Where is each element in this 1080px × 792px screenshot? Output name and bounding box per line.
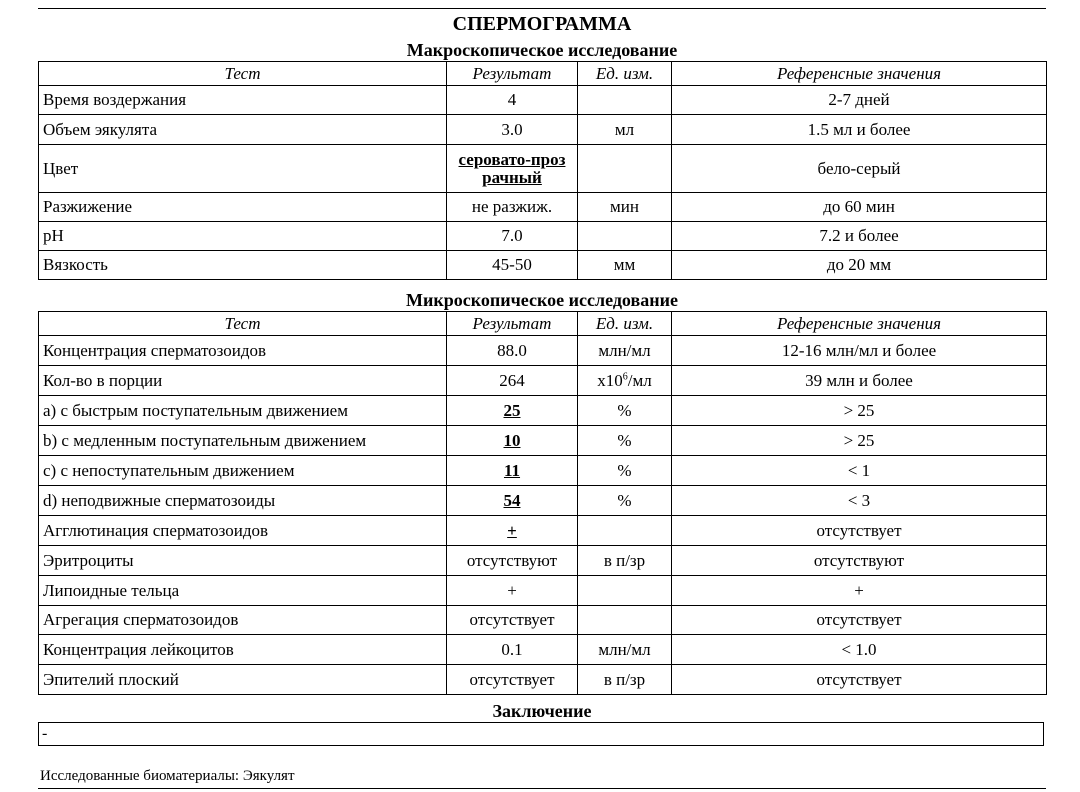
result-value: 54 (447, 486, 578, 516)
col-reference: Референсные значения (672, 312, 1047, 336)
test-name: Эритроциты (39, 546, 447, 576)
unit-value (578, 516, 672, 546)
result-value: 4 (447, 86, 578, 115)
table-row (39, 193, 1047, 222)
unit-value: в п/зр (578, 546, 672, 576)
macro-table (38, 61, 1047, 280)
reference-value: бело-серый (672, 145, 1047, 193)
test-name: Кол-во в порции (39, 366, 447, 396)
result-value (447, 145, 578, 193)
reference-value: отсутствует (672, 665, 1047, 695)
table-row (39, 426, 1047, 456)
result-value: 11 (447, 456, 578, 486)
table-row (39, 396, 1047, 426)
table-row (39, 606, 1047, 635)
test-name: Липоидные тельца (39, 576, 447, 606)
test-name: Эпителий плоский (39, 665, 447, 695)
unit-value (578, 222, 672, 251)
result-value: 10 (447, 426, 578, 456)
test-name: Вязкость (39, 251, 447, 280)
reference-value: до 20 мм (672, 251, 1047, 280)
result-line-1: серовато-проз (458, 149, 566, 169)
test-name: Агглютинация сперматозоидов (39, 516, 447, 546)
reference-value: < 3 (672, 486, 1047, 516)
result-value: 0.1 (447, 635, 578, 665)
table-row (39, 665, 1047, 695)
table-row (39, 115, 1047, 145)
reference-value: > 25 (672, 396, 1047, 426)
reference-value: < 1 (672, 456, 1047, 486)
result-line-2: рачный (482, 167, 542, 187)
table-row (39, 336, 1047, 366)
test-name: b) с медленным поступательным движением (39, 426, 447, 456)
table-row (39, 486, 1047, 516)
table-row (39, 546, 1047, 576)
result-value: 45-50 (447, 251, 578, 280)
micro-table (38, 311, 1047, 695)
reference-value: до 60 мин (672, 193, 1047, 222)
unit-value: млн/мл (578, 635, 672, 665)
unit-value: мм (578, 251, 672, 280)
reference-value: отсутствуют (672, 546, 1047, 576)
reference-value: отсутствует (672, 606, 1047, 635)
reference-value: 2-7 дней (672, 86, 1047, 115)
result-value: 88.0 (447, 336, 578, 366)
macro-heading: Макроскопическое исследование (406, 40, 678, 60)
result-value: 25 (447, 396, 578, 426)
result-value: отсутствуют (447, 546, 578, 576)
unit-value: % (578, 426, 672, 456)
test-name: a) с быстрым поступательным движением (39, 396, 447, 426)
conclusion-heading: Заключение (492, 701, 592, 721)
table-row (39, 251, 1047, 280)
reference-value: 12-16 млн/мл и более (672, 336, 1047, 366)
col-unit: Ед. изм. (578, 62, 672, 86)
unit-value: % (578, 396, 672, 426)
table-row (39, 222, 1047, 251)
col-unit: Ед. изм. (578, 312, 672, 336)
table-header-row (39, 62, 1047, 86)
reference-value: 7.2 и более (672, 222, 1047, 251)
unit-exponent: 6 (622, 370, 628, 382)
footer-biomaterial: Исследованные биоматериалы: Эякулят (40, 768, 295, 784)
reference-value: 39 млн и более (672, 366, 1047, 396)
test-name: Время воздержания (39, 86, 447, 115)
unit-base: x10 (597, 370, 623, 390)
result-value: 264 (447, 366, 578, 396)
unit-value: % (578, 456, 672, 486)
test-name: Агрегация сперматозоидов (39, 606, 447, 635)
table-row (39, 86, 1047, 115)
table-row (39, 635, 1047, 665)
reference-value: 1.5 мл и более (672, 115, 1047, 145)
table-row (39, 516, 1047, 546)
unit-value (578, 576, 672, 606)
result-value: отсутствует (447, 665, 578, 695)
test-name: Цвет (39, 145, 447, 193)
unit-value: млн/мл (578, 336, 672, 366)
col-test: Тест (39, 62, 447, 86)
table-header-row (39, 312, 1047, 336)
reference-value: > 25 (672, 426, 1047, 456)
col-result: Результат (447, 312, 578, 336)
test-name: Объем эякулята (39, 115, 447, 145)
test-name: Разжижение (39, 193, 447, 222)
table-row (39, 576, 1047, 606)
test-name: pH (39, 222, 447, 251)
unit-value: мл (578, 115, 672, 145)
unit-value (578, 145, 672, 193)
unit-value: мин (578, 193, 672, 222)
reference-value: + (672, 576, 1047, 606)
top-rule (38, 8, 1046, 9)
result-value: 3.0 (447, 115, 578, 145)
result-value: + (447, 516, 578, 546)
result-value: 7.0 (447, 222, 578, 251)
test-name: Концентрация сперматозоидов (39, 336, 447, 366)
bottom-rule (38, 788, 1046, 789)
conclusion-box: - (38, 722, 1044, 746)
test-name: c) с непоступательным движением (39, 456, 447, 486)
col-test: Тест (39, 312, 447, 336)
unit-value (578, 366, 672, 396)
unit-value (578, 86, 672, 115)
table-row (39, 145, 1047, 193)
result-value: отсутствует (447, 606, 578, 635)
test-name: Концентрация лейкоцитов (39, 635, 447, 665)
reference-value: отсутствует (672, 516, 1047, 546)
result-value: не разжиж. (447, 193, 578, 222)
reference-value: < 1.0 (672, 635, 1047, 665)
table-row (39, 456, 1047, 486)
micro-heading: Микроскопическое исследование (406, 290, 678, 310)
result-value: + (447, 576, 578, 606)
unit-value: в п/зр (578, 665, 672, 695)
table-row (39, 366, 1047, 396)
col-result: Результат (447, 62, 578, 86)
col-reference: Референсные значения (672, 62, 1047, 86)
unit-value: % (578, 486, 672, 516)
unit-tail: /мл (627, 370, 652, 390)
report-title: СПЕРМОГРАММА (452, 13, 632, 35)
test-name: d) неподвижные сперматозоиды (39, 486, 447, 516)
unit-value (578, 606, 672, 635)
